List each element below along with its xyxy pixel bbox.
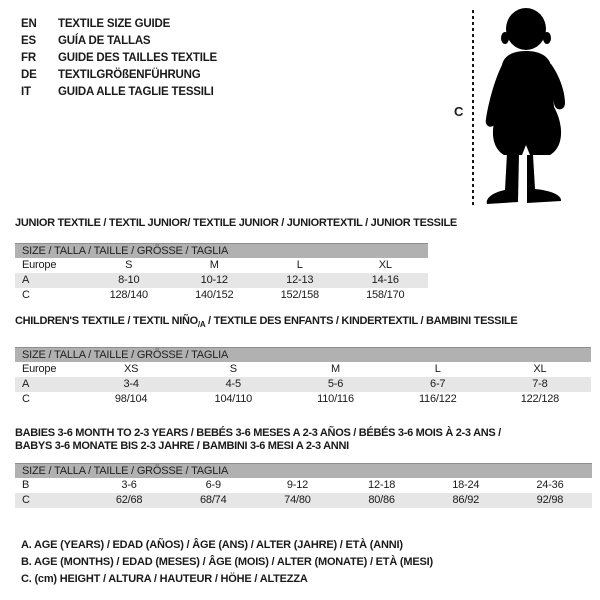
table-rows [15, 362, 591, 407]
table-title [15, 315, 591, 331]
legend-note-b: B. AGE (MONTHS) / EDAD (MESES) / ÂGE (MOIS) / ALTER (MONATE) / ETÀ (MESI) [21, 556, 433, 568]
legend-note-c: C. (cm) HEIGHT / ALTURA / HAUTEUR / HÖHE / ALTEZZA [21, 573, 308, 585]
size-cell: 68/74 [199, 494, 227, 506]
size-cell: 3-4 [123, 378, 139, 391]
children-size-table [15, 315, 591, 407]
size-cell: 5-6 [327, 378, 344, 391]
table-title-text: BABIES 3-6 MONTH TO 2-3 YEARS / BEBÉS 3-6 MESES A 2-3 AÑOS / BÉBÉS 3-6 MOIS À 2-3 ANS / [15, 427, 501, 439]
row-label: A [22, 274, 30, 286]
table-row [15, 493, 592, 508]
size-cell: 6-7 [430, 378, 446, 391]
language-code: ES [21, 35, 36, 47]
language-title: TEXTILE SIZE GUIDE [58, 18, 171, 30]
row-label: Europe [22, 259, 57, 271]
size-cell: M [331, 363, 340, 376]
size-cell: 62/68 [115, 494, 143, 506]
baby-silhouette-icon [482, 7, 572, 207]
size-cell: 152/158 [280, 289, 319, 301]
language-code: FR [21, 52, 36, 64]
language-title: GUÍA DE TALLAS [58, 35, 151, 47]
size-cell: 92/98 [536, 494, 564, 506]
size-cell: 12-13 [286, 274, 314, 286]
size-cell: XL [378, 259, 392, 271]
row-label: A [22, 378, 30, 391]
size-cell: 24-36 [536, 479, 564, 491]
size-cell: 122/128 [520, 393, 560, 406]
row-label: Europe [22, 363, 57, 376]
size-cell: 8-10 [118, 274, 140, 286]
height-measure-dashed-line [472, 10, 474, 208]
size-header-bar: SIZE / TALLA / TAILLE / GRÖSSE / TAGLIA [15, 463, 592, 478]
size-cell: 158/170 [366, 289, 405, 301]
table-title [15, 217, 457, 230]
size-cell: S [125, 259, 133, 271]
size-cell: 128/140 [109, 289, 148, 301]
language-row [21, 16, 217, 33]
size-cell: 140/152 [195, 289, 234, 301]
language-code: IT [21, 86, 31, 98]
table-title [15, 427, 592, 453]
row-label: C [22, 393, 30, 406]
size-cell: 80/86 [368, 494, 395, 506]
size-cell: XL [533, 363, 547, 376]
size-cell: 110/116 [317, 393, 354, 406]
size-cell: 6-9 [205, 479, 221, 491]
table-row [15, 273, 428, 288]
table-row [15, 392, 591, 407]
legend-notes [21, 537, 433, 588]
language-title: GUIDA ALLE TAGLIE TESSILI [58, 86, 214, 98]
size-header-bar: SIZE / TALLA / TAILLE / GRÖSSE / TAGLIA [15, 347, 591, 362]
language-title-list [21, 16, 217, 101]
size-cell: S [229, 363, 237, 376]
table-row [15, 258, 428, 273]
size-cell: L [296, 259, 303, 271]
size-cell: 86/92 [452, 494, 480, 506]
size-cell: 14-16 [371, 274, 399, 286]
language-code: DE [21, 69, 37, 81]
size-cell: 4-5 [225, 378, 241, 391]
language-title: TEXTILGRÖßENFÜHRUNG [58, 69, 201, 81]
language-code: EN [21, 18, 37, 30]
table-row [15, 478, 592, 493]
legend-note-a: A. AGE (YEARS) / EDAD (AÑOS) / ÂGE (ANS) / ALTER (JAHRE) / ETÀ (ANNI) [21, 539, 403, 551]
language-row [21, 50, 217, 67]
table-title-text: JUNIOR TEXTILE / TEXTIL JUNIOR/ TEXTILE JUNIOR / JUNIORTEXTIL / JUNIOR TESSILE [15, 217, 457, 229]
babies-size-table [15, 427, 592, 508]
size-cell: 116/122 [418, 393, 457, 406]
height-measure-label: C [454, 104, 464, 119]
table-rows [15, 258, 428, 303]
table-rows [15, 478, 592, 508]
size-cell: 3-6 [121, 479, 137, 491]
table-title-text: / TEXTILE DES ENFANTS / KINDERTEXTIL / BAMBINI TESSILE [205, 315, 518, 327]
junior-size-table [15, 217, 457, 303]
table-title-text: BABYS 3-6 MONATE BIS 2-3 JAHRE / BAMBINI 3-6 MESI A 2-3 ANNI [15, 440, 349, 452]
row-label: C [22, 494, 30, 506]
size-cell: 18-24 [452, 479, 480, 491]
size-cell: L [434, 363, 441, 376]
language-row [21, 67, 217, 84]
table-row [15, 377, 591, 392]
language-title: GUIDE DES TAILLES TEXTILE [58, 52, 217, 64]
size-cell: 74/80 [284, 494, 311, 506]
row-label: C [22, 289, 30, 301]
table-row [15, 288, 428, 303]
size-cell: 98/104 [114, 393, 148, 406]
size-cell: 7-8 [532, 378, 548, 391]
table-title-text: /A [197, 320, 206, 330]
size-cell: M [209, 259, 219, 271]
language-row [21, 33, 217, 50]
language-row [21, 84, 217, 101]
size-cell: 104/110 [214, 393, 253, 406]
size-header-bar: SIZE / TALLA / TAILLE / GRÖSSE / TAGLIA [15, 243, 428, 258]
size-cell: 12-18 [368, 479, 396, 491]
table-title-text: CHILDREN'S TEXTILE / TEXTIL NIÑO [15, 315, 198, 327]
size-cell: 9-12 [286, 479, 309, 491]
row-label: B [22, 479, 30, 491]
table-row [15, 362, 591, 377]
size-cell: 10-12 [200, 274, 228, 286]
size-cell: XS [123, 363, 139, 376]
